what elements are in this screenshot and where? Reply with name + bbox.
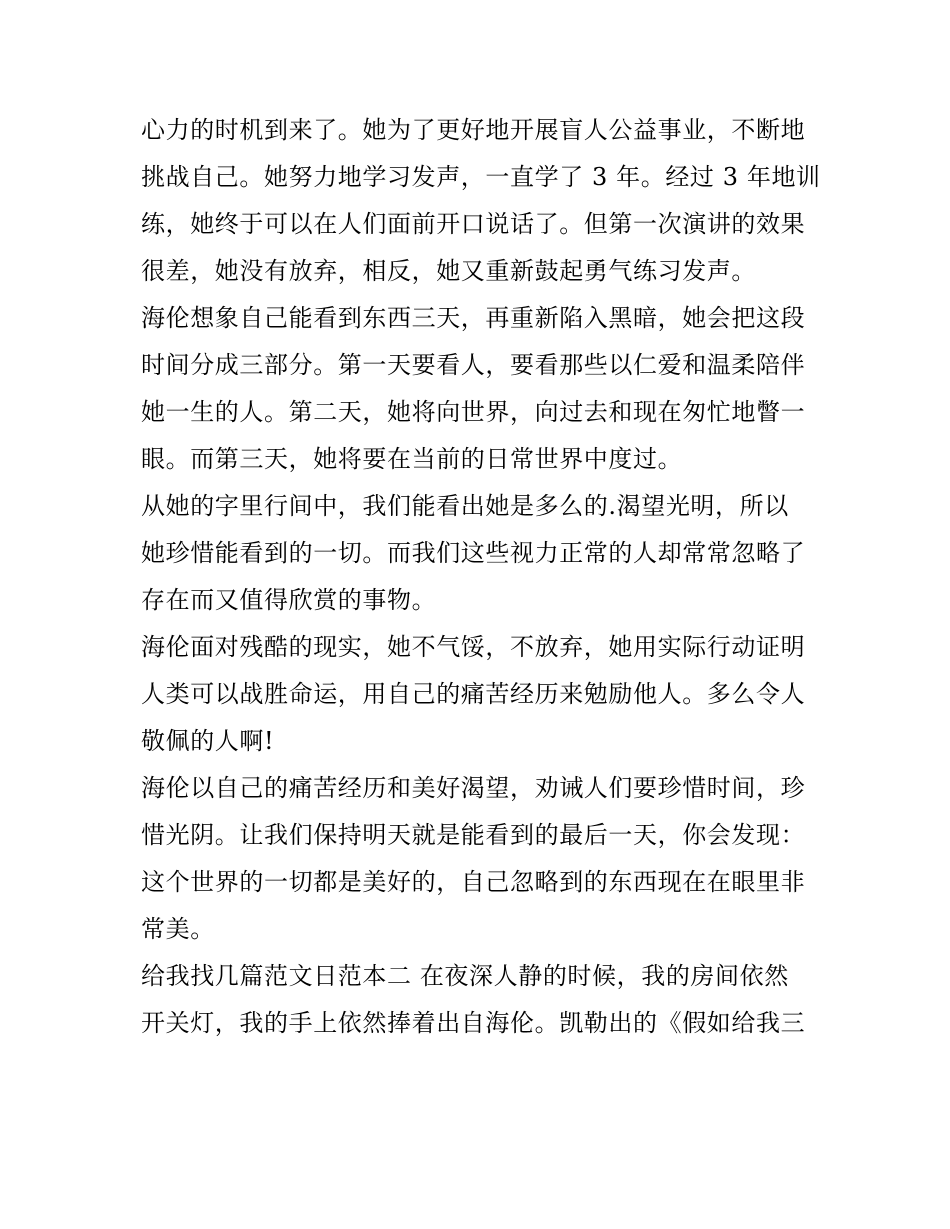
text-line: 练，她终于可以在人们面前开口说话了。但第一次演讲的效果: [141, 210, 806, 238]
text-line: 这个世界的一切都是美好的，自己忽略到的东西现在在眼里非: [141, 868, 806, 896]
body-text: [141, 107, 821, 1047]
text-line: 人类可以战胜命运，用自己的痛苦经历来勉励他人。多么令人: [141, 680, 806, 708]
text-line: 开关灯，我的手上依然捧着出自海伦。凯勒出的《假如给我三: [141, 1009, 806, 1037]
text-line: 她珍惜能看到的一切。而我们这些视力正常的人却常常忽略了: [141, 539, 806, 567]
text-line: 海伦想象自己能看到东西三天，再重新陷入黑暗，她会把这段: [141, 304, 806, 332]
text-line: 挑战自己。她努力地学习发声，一直学了 3 年。经过 3 年地训: [141, 163, 821, 191]
text-line: 敬佩的人啊!: [141, 727, 275, 755]
text-line: 从她的字里行间中，我们能看出她是多么的.渴望光明，所以: [141, 492, 789, 520]
text-line: 她一生的人。第二天，她将向世界，向过去和现在匆忙地瞥一: [141, 398, 806, 426]
text-line: 眼。而第三天，她将要在当前的日常世界中度过。: [141, 445, 683, 473]
text-line: 常美。: [141, 915, 215, 943]
text-line: 海伦面对残酷的现实，她不气馁，不放弃，她用实际行动证明: [141, 633, 806, 661]
text-line: 惜光阴。让我们保持明天就是能看到的最后一天，你会发现：: [141, 821, 806, 849]
text-line: 心力的时机到来了。她为了更好地开展盲人公益事业，不断地: [141, 116, 806, 144]
text-line: 时间分成三部分。第一天要看人，要看那些以仁爱和温柔陪伴: [141, 351, 806, 379]
text-line: 海伦以自己的痛苦经历和美好渴望，劝诫人们要珍惜时间，珍: [141, 774, 806, 802]
text-line: 存在而又值得欣赏的事物。: [141, 586, 437, 614]
text-line: 很差，她没有放弃，相反，她又重新鼓起勇气练习发声。: [141, 257, 756, 285]
text-line: 给我找几篇范文日范本二 在夜深人静的时候，我的房间依然: [141, 962, 789, 990]
